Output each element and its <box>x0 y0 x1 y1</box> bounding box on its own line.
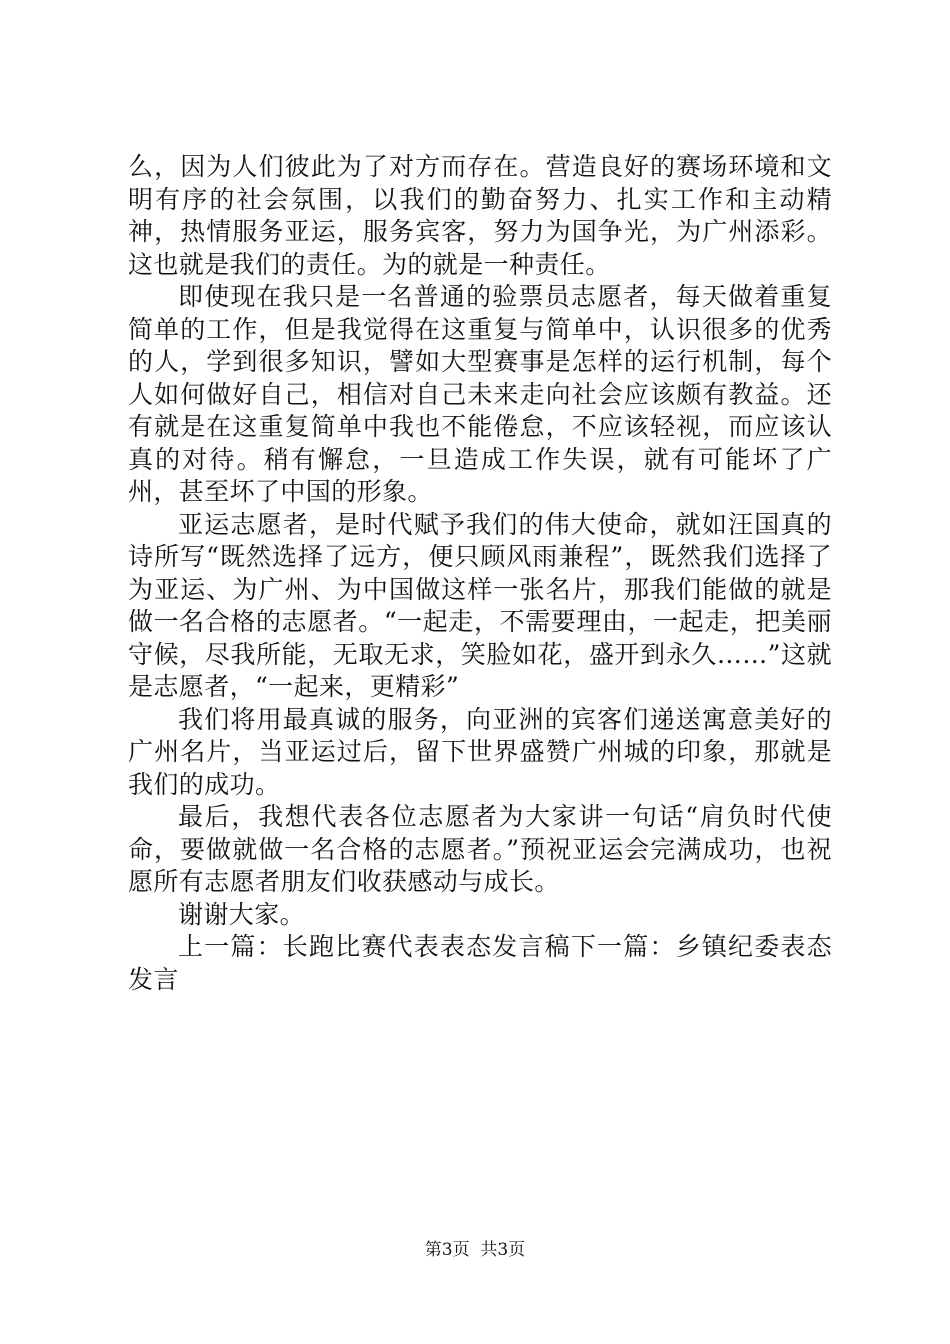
page-footer <box>0 1240 950 1260</box>
paragraph-2: 即使现在我只是一名普通的验票员志愿者，每天做着重复简单的工作，但是我觉得在这重复与简单中，认识很多的优秀的人，学到很多知识，譬如大型赛事是怎样的运行机制，每个人如何做好自己，相信对自己未来走向社会应该颇有教益。还有就是在这重复简单中我也不能倦怠，不应该轻视，而应该认真的对待。稍有懈怠，一旦造成工作失误，就有可能坏了广州，甚至坏了中国的形象。 <box>128 282 832 506</box>
paragraph-6: 谢谢大家。 <box>178 899 306 929</box>
paragraph-1: 么，因为人们彼此为了对方而存在。营造良好的赛场环境和文明有序的社会氛围，以我们的勤奋努力、扎实工作和主动精神，热情服务亚运，服务宾客，努力为国争光，为广州添彩。这也就是我们的责任。为的就是一种责任。 <box>128 152 832 279</box>
document-body <box>128 151 832 996</box>
page-number: 第3页 共3页 <box>424 1240 526 1260</box>
paragraph-3: 亚运志愿者，是时代赋予我们的伟大使命，就如汪国真的诗所写“既然选择了远方，便只顾风雨兼程”，既然我们选择了为亚运、为广州、为中国做这样一张名片，那我们能做的就是做一名合格的志愿者。“一起走，不需要理由，一起走，把美丽守候，尽我所能，无取无求，笑脸如花，盛开到永久……”这就是志愿者，“一起来，更精彩” <box>128 509 832 701</box>
paragraph-4: 我们将用最真诚的服务，向亚洲的宾客们递送寓意美好的广州名片，当亚运过后，留下世界盛赞广州城的印象，那就是我们的成功。 <box>128 704 832 799</box>
prev-next-links[interactable]: 上一篇：长跑比赛代表表态发言稿下一篇：乡镇纪委表态发言 <box>128 932 832 994</box>
paragraph-5: 最后，我想代表各位志愿者为大家讲一句话“肩负时代使命，要做就做一名合格的志愿者。”预祝亚运会完满成功，也祝愿所有志愿者朋友们收获感动与成长。 <box>128 802 832 896</box>
